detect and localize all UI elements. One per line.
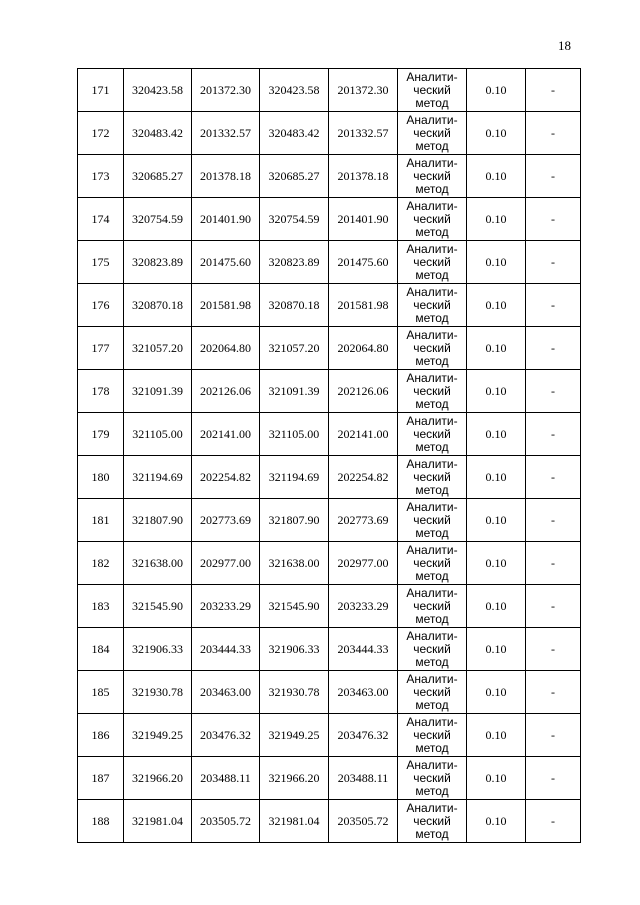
y-coordinate-cell: 203476.32 [329, 714, 398, 757]
table-row [78, 198, 581, 241]
point-number-cell: 178 [78, 370, 124, 413]
y-coordinate-cell: 201332.57 [329, 112, 398, 155]
y-coordinate-cell: 202064.80 [329, 327, 398, 370]
y-coordinate-cell: 202773.69 [329, 499, 398, 542]
x-coordinate-cell: 321105.00 [124, 413, 192, 456]
method-text-line: ческий [413, 383, 451, 398]
note-cell: - [526, 499, 581, 542]
method-text-line: метод [415, 611, 449, 626]
precision-cell: 0.10 [467, 370, 526, 413]
table-row [78, 284, 581, 327]
x-coordinate-cell: 320685.27 [260, 155, 329, 198]
x-coordinate-cell: 320685.27 [124, 155, 192, 198]
method-text-line: Аналити- [406, 241, 458, 256]
note-cell: - [526, 671, 581, 714]
precision-cell: 0.10 [467, 69, 526, 112]
y-coordinate-cell: 202064.80 [192, 327, 260, 370]
x-coordinate-cell: 321057.20 [260, 327, 329, 370]
y-coordinate-cell: 202126.06 [329, 370, 398, 413]
precision-cell: 0.10 [467, 112, 526, 155]
note-cell: - [526, 714, 581, 757]
method-text-line: метод [415, 826, 449, 841]
precision-cell: 0.10 [467, 155, 526, 198]
note-cell: - [526, 241, 581, 284]
method-cell [398, 112, 467, 155]
method-text-line: Аналити- [406, 800, 458, 815]
table-body [78, 69, 581, 843]
table-row [78, 714, 581, 757]
x-coordinate-cell: 321057.20 [124, 327, 192, 370]
point-number-cell: 173 [78, 155, 124, 198]
method-text-line: метод [415, 568, 449, 583]
x-coordinate-cell: 321807.90 [124, 499, 192, 542]
y-coordinate-cell: 202977.00 [192, 542, 260, 585]
table-row [78, 370, 581, 413]
x-coordinate-cell: 321966.20 [124, 757, 192, 800]
point-number-cell: 188 [78, 800, 124, 843]
precision-cell: 0.10 [467, 499, 526, 542]
method-cell [398, 370, 467, 413]
note-cell: - [526, 628, 581, 671]
x-coordinate-cell: 321194.69 [124, 456, 192, 499]
y-coordinate-cell: 201475.60 [192, 241, 260, 284]
y-coordinate-cell: 201372.30 [192, 69, 260, 112]
y-coordinate-cell: 202126.06 [192, 370, 260, 413]
x-coordinate-cell: 321981.04 [124, 800, 192, 843]
x-coordinate-cell: 320483.42 [260, 112, 329, 155]
y-coordinate-cell: 203233.29 [192, 585, 260, 628]
y-coordinate-cell: 201401.90 [329, 198, 398, 241]
method-text-line: Аналити- [406, 714, 458, 729]
x-coordinate-cell: 321930.78 [260, 671, 329, 714]
page-number: 18 [558, 38, 571, 53]
method-text-line: ческий [413, 727, 451, 742]
method-text-line: ческий [413, 555, 451, 570]
table-row [78, 413, 581, 456]
method-cell [398, 714, 467, 757]
point-number-cell: 184 [78, 628, 124, 671]
precision-cell: 0.10 [467, 671, 526, 714]
method-text-line: ческий [413, 512, 451, 527]
point-number-cell: 176 [78, 284, 124, 327]
method-text-line: ческий [413, 641, 451, 656]
method-text-line: метод [415, 224, 449, 239]
y-coordinate-cell: 202254.82 [192, 456, 260, 499]
y-coordinate-cell: 203505.72 [192, 800, 260, 843]
method-cell [398, 757, 467, 800]
method-text-line: Аналити- [406, 198, 458, 213]
y-coordinate-cell: 201581.98 [192, 284, 260, 327]
method-cell [398, 413, 467, 456]
method-text-line: метод [415, 654, 449, 669]
y-coordinate-cell: 203444.33 [192, 628, 260, 671]
x-coordinate-cell: 320483.42 [124, 112, 192, 155]
method-text-line: Аналити- [406, 671, 458, 686]
method-text-line: ческий [413, 297, 451, 312]
x-coordinate-cell: 321930.78 [124, 671, 192, 714]
note-cell: - [526, 585, 581, 628]
point-number-cell: 177 [78, 327, 124, 370]
point-number-cell: 179 [78, 413, 124, 456]
method-text-line: метод [415, 740, 449, 755]
method-text-line: Аналити- [406, 499, 458, 514]
precision-cell: 0.10 [467, 800, 526, 843]
method-text-line: метод [415, 267, 449, 282]
point-number-cell: 181 [78, 499, 124, 542]
table-row [78, 456, 581, 499]
x-coordinate-cell: 321545.90 [124, 585, 192, 628]
table-row [78, 671, 581, 714]
method-text-line: Аналити- [406, 155, 458, 170]
method-cell [398, 155, 467, 198]
method-text-line: метод [415, 138, 449, 153]
x-coordinate-cell: 321981.04 [260, 800, 329, 843]
y-coordinate-cell: 203488.11 [192, 757, 260, 800]
method-text-line: метод [415, 353, 449, 368]
method-text-line: метод [415, 310, 449, 325]
method-text-line: ческий [413, 82, 451, 97]
x-coordinate-cell: 321091.39 [260, 370, 329, 413]
x-coordinate-cell: 320423.58 [260, 69, 329, 112]
x-coordinate-cell: 321194.69 [260, 456, 329, 499]
precision-cell: 0.10 [467, 284, 526, 327]
precision-cell: 0.10 [467, 714, 526, 757]
x-coordinate-cell: 320423.58 [124, 69, 192, 112]
x-coordinate-cell: 320754.59 [260, 198, 329, 241]
coordinates-table [77, 68, 581, 843]
point-number-cell: 183 [78, 585, 124, 628]
method-text-line: Аналити- [406, 370, 458, 385]
x-coordinate-cell: 321545.90 [260, 585, 329, 628]
method-text-line: метод [415, 396, 449, 411]
method-text-line: Аналити- [406, 413, 458, 428]
method-text-line: Аналити- [406, 585, 458, 600]
point-number-cell: 182 [78, 542, 124, 585]
method-cell [398, 800, 467, 843]
method-cell [398, 69, 467, 112]
table-row [78, 585, 581, 628]
point-number-cell: 174 [78, 198, 124, 241]
method-text-line: ческий [413, 684, 451, 699]
note-cell: - [526, 413, 581, 456]
method-cell [398, 499, 467, 542]
method-cell [398, 542, 467, 585]
x-coordinate-cell: 320823.89 [124, 241, 192, 284]
note-cell: - [526, 69, 581, 112]
precision-cell: 0.10 [467, 628, 526, 671]
y-coordinate-cell: 203505.72 [329, 800, 398, 843]
note-cell: - [526, 112, 581, 155]
point-number-cell: 172 [78, 112, 124, 155]
method-text-line: ческий [413, 813, 451, 828]
table-row [78, 628, 581, 671]
x-coordinate-cell: 320754.59 [124, 198, 192, 241]
x-coordinate-cell: 321091.39 [124, 370, 192, 413]
method-cell [398, 671, 467, 714]
note-cell: - [526, 800, 581, 843]
method-text-line: метод [415, 181, 449, 196]
x-coordinate-cell: 321949.25 [260, 714, 329, 757]
method-cell [398, 241, 467, 284]
y-coordinate-cell: 201332.57 [192, 112, 260, 155]
x-coordinate-cell: 321949.25 [124, 714, 192, 757]
x-coordinate-cell: 321966.20 [260, 757, 329, 800]
point-number-cell: 186 [78, 714, 124, 757]
y-coordinate-cell: 203463.00 [192, 671, 260, 714]
method-cell [398, 456, 467, 499]
method-text-line: Аналити- [406, 112, 458, 127]
x-coordinate-cell: 320870.18 [260, 284, 329, 327]
method-text-line: Аналити- [406, 757, 458, 772]
x-coordinate-cell: 321906.33 [260, 628, 329, 671]
y-coordinate-cell: 202254.82 [329, 456, 398, 499]
method-text-line: метод [415, 783, 449, 798]
method-cell [398, 327, 467, 370]
table-row [78, 757, 581, 800]
x-coordinate-cell: 320870.18 [124, 284, 192, 327]
x-coordinate-cell: 320823.89 [260, 241, 329, 284]
table-row [78, 327, 581, 370]
y-coordinate-cell: 201372.30 [329, 69, 398, 112]
method-text-line: метод [415, 525, 449, 540]
precision-cell: 0.10 [467, 585, 526, 628]
y-coordinate-cell: 202141.00 [329, 413, 398, 456]
method-text-line: метод [415, 482, 449, 497]
table-row [78, 69, 581, 112]
precision-cell: 0.10 [467, 456, 526, 499]
y-coordinate-cell: 201475.60 [329, 241, 398, 284]
method-cell [398, 585, 467, 628]
y-coordinate-cell: 202141.00 [192, 413, 260, 456]
precision-cell: 0.10 [467, 241, 526, 284]
note-cell: - [526, 198, 581, 241]
method-text-line: Аналити- [406, 456, 458, 471]
method-text-line: ческий [413, 168, 451, 183]
precision-cell: 0.10 [467, 327, 526, 370]
method-text-line: ческий [413, 125, 451, 140]
method-cell [398, 198, 467, 241]
table-row [78, 155, 581, 198]
note-cell: - [526, 757, 581, 800]
precision-cell: 0.10 [467, 198, 526, 241]
x-coordinate-cell: 321638.00 [260, 542, 329, 585]
method-text-line: ческий [413, 340, 451, 355]
table-row [78, 800, 581, 843]
method-cell [398, 628, 467, 671]
method-text-line: метод [415, 95, 449, 110]
precision-cell: 0.10 [467, 757, 526, 800]
note-cell: - [526, 284, 581, 327]
method-text-line: ческий [413, 426, 451, 441]
x-coordinate-cell: 321906.33 [124, 628, 192, 671]
y-coordinate-cell: 203233.29 [329, 585, 398, 628]
method-text-line: ческий [413, 211, 451, 226]
note-cell: - [526, 327, 581, 370]
point-number-cell: 180 [78, 456, 124, 499]
note-cell: - [526, 456, 581, 499]
note-cell: - [526, 155, 581, 198]
y-coordinate-cell: 201401.90 [192, 198, 260, 241]
table-row [78, 542, 581, 585]
y-coordinate-cell: 202977.00 [329, 542, 398, 585]
method-text-line: ческий [413, 254, 451, 269]
x-coordinate-cell: 321807.90 [260, 499, 329, 542]
table-row [78, 112, 581, 155]
method-text-line: Аналити- [406, 327, 458, 342]
method-text-line: метод [415, 439, 449, 454]
y-coordinate-cell: 201378.18 [192, 155, 260, 198]
y-coordinate-cell: 202773.69 [192, 499, 260, 542]
y-coordinate-cell: 203444.33 [329, 628, 398, 671]
note-cell: - [526, 542, 581, 585]
method-cell [398, 284, 467, 327]
method-text-line: Аналити- [406, 628, 458, 643]
method-text-line: Аналити- [406, 69, 458, 84]
y-coordinate-cell: 203476.32 [192, 714, 260, 757]
note-cell: - [526, 370, 581, 413]
point-number-cell: 175 [78, 241, 124, 284]
y-coordinate-cell: 203463.00 [329, 671, 398, 714]
method-text-line: Аналити- [406, 542, 458, 557]
y-coordinate-cell: 201581.98 [329, 284, 398, 327]
point-number-cell: 187 [78, 757, 124, 800]
precision-cell: 0.10 [467, 542, 526, 585]
table-row [78, 499, 581, 542]
x-coordinate-cell: 321105.00 [260, 413, 329, 456]
method-text-line: ческий [413, 770, 451, 785]
table-row [78, 241, 581, 284]
method-text-line: ческий [413, 598, 451, 613]
precision-cell: 0.10 [467, 413, 526, 456]
point-number-cell: 171 [78, 69, 124, 112]
x-coordinate-cell: 321638.00 [124, 542, 192, 585]
method-text-line: Аналити- [406, 284, 458, 299]
point-number-cell: 185 [78, 671, 124, 714]
method-text-line: метод [415, 697, 449, 712]
y-coordinate-cell: 201378.18 [329, 155, 398, 198]
method-text-line: ческий [413, 469, 451, 484]
y-coordinate-cell: 203488.11 [329, 757, 398, 800]
